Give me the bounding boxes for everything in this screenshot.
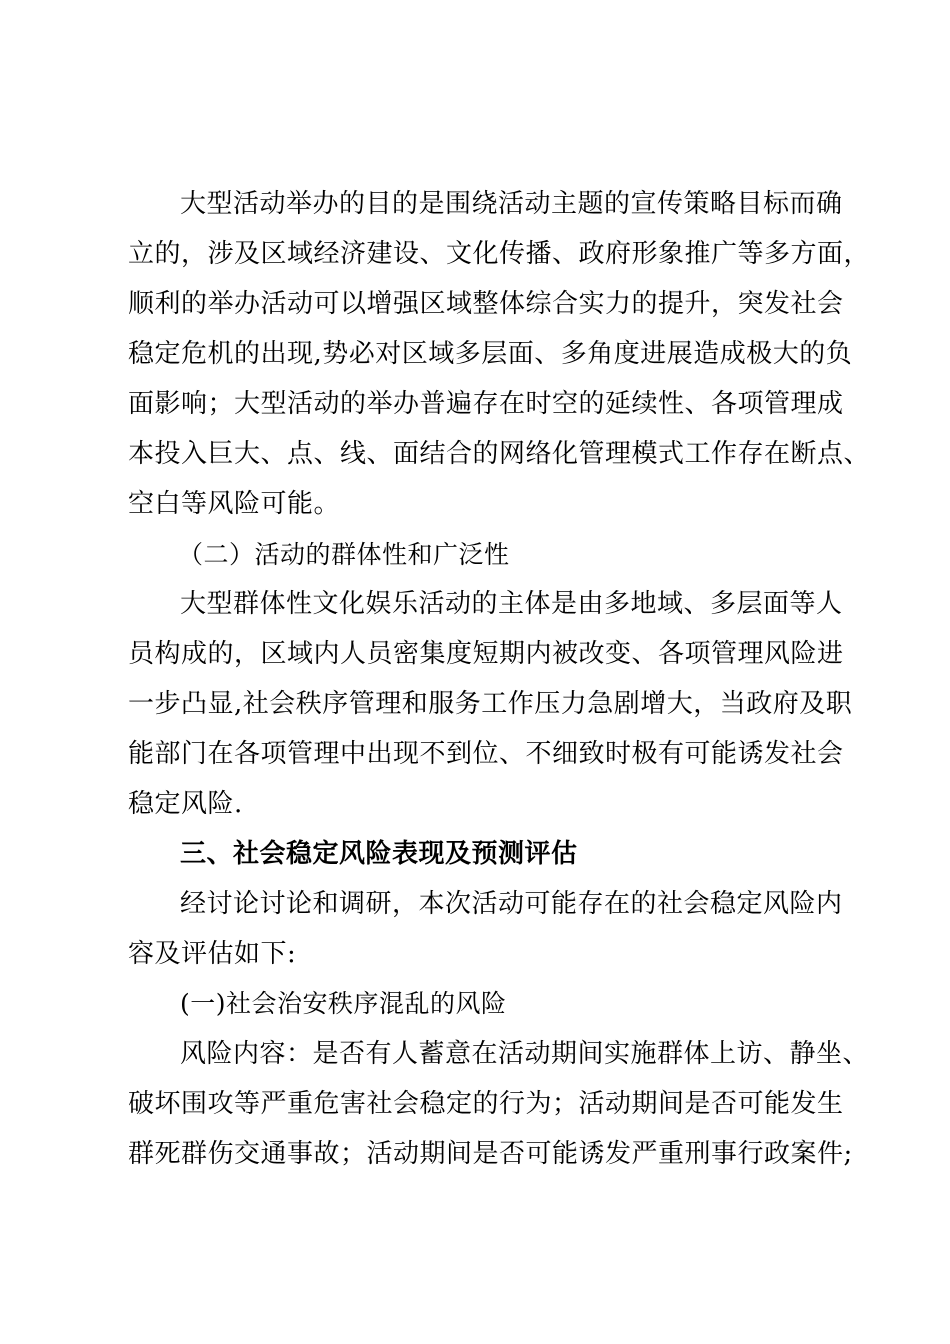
paragraph-line: 容及评估如下: xyxy=(128,939,297,969)
paragraph-line: 经讨论讨论和调研，本次活动可能存在的社会稳定风险内 xyxy=(180,889,843,919)
paragraph-line: 本投入巨大、点、线、面结合的网络化管理模式工作存在断点、 xyxy=(128,439,871,469)
paragraph-line: 稳定风险. xyxy=(128,789,243,819)
subheading-public-order-risk: (一)社会治安秩序混乱的风险 xyxy=(180,989,507,1018)
paragraph-line: 破坏围攻等严重危害社会稳定的行为；活动期间是否可能发生 xyxy=(128,1089,844,1119)
paragraph-line: 能部门在各项管理中出现不到位、不细致时极有可能诱发社会 xyxy=(128,739,844,769)
paragraph-line: 面影响；大型活动的举办普遍存在时空的延续性、各项管理成 xyxy=(128,389,844,419)
paragraph-line: 大型群体性文化娱乐活动的主体是由多地域、多层面等人 xyxy=(180,589,843,619)
paragraph-line: 员构成的，区域内人员密集度短期内被改变、各项管理风险进 xyxy=(128,639,844,669)
paragraph-line: 群死群伤交通事故；活动期间是否可能诱发严重刑事行政案件; xyxy=(128,1139,853,1169)
paragraph-line: 风险内容：是否有人蓄意在活动期间实施群体上访、静坐、 xyxy=(180,1039,870,1069)
paragraph-line: 顺利的举办活动可以增强区域整体综合实力的提升，突发社会 xyxy=(128,289,844,319)
paragraph-line: 立的，涉及区域经济建设、文化传播、政府形象推广等多方面， xyxy=(128,239,871,269)
paragraph-line: 稳定危机的出现,势必对区域多层面、多角度进展造成极大的负 xyxy=(128,339,853,369)
paragraph-line: 大型活动举办的目的是围绕活动主题的宣传策略目标而确 xyxy=(180,189,843,219)
paragraph-line: 空白等风险可能。 xyxy=(128,489,341,519)
paragraph-line: 一步凸显,社会秩序管理和服务工作压力急剧增大，当政府及职 xyxy=(128,689,853,719)
section-heading-risk-assessment: 三、社会稳定风险表现及预测评估 xyxy=(180,839,578,869)
subheading-group-nature: （二）活动的群体性和广泛性 xyxy=(178,540,510,569)
